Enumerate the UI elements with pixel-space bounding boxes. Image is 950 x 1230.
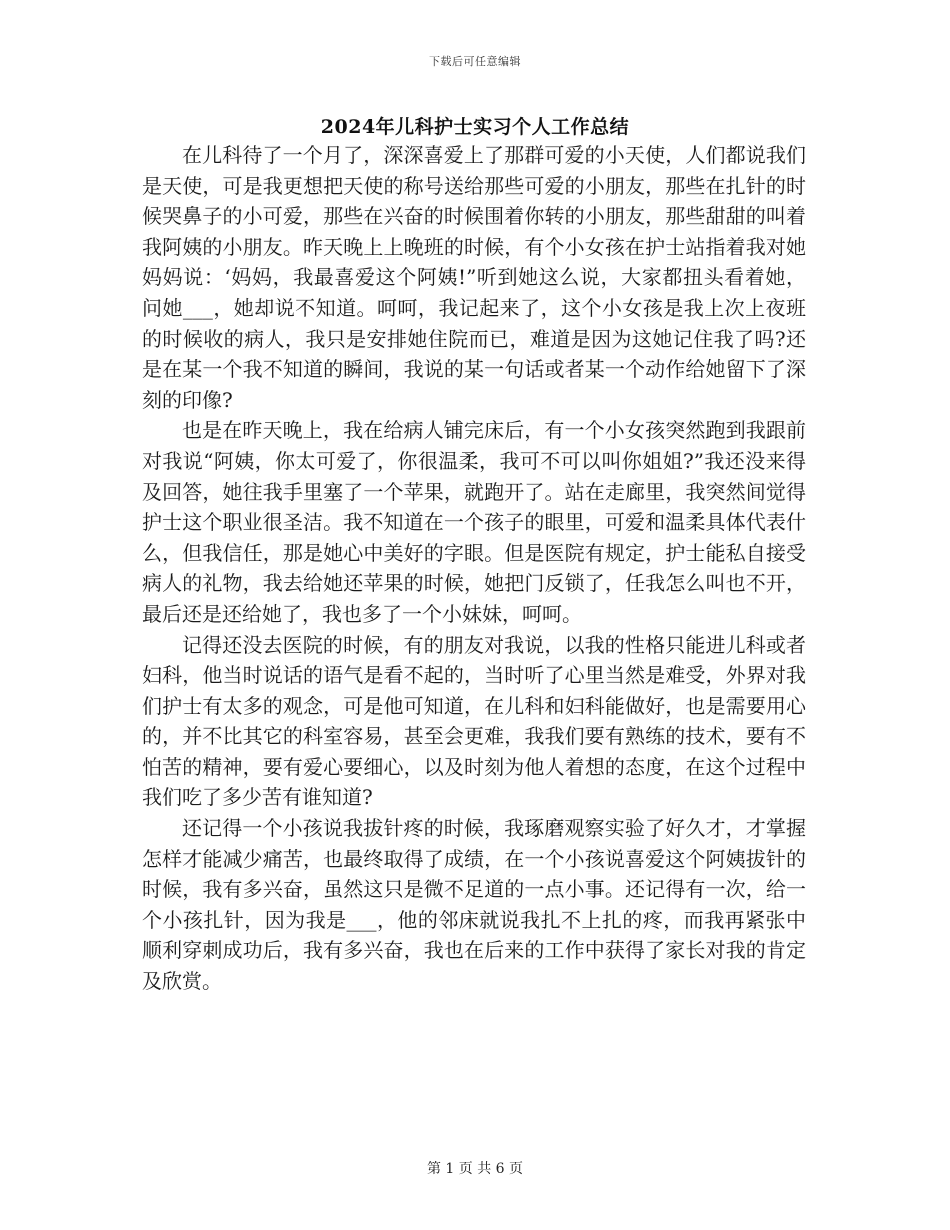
header-note: 下载后可任意编辑 <box>429 55 521 68</box>
document-body <box>142 140 806 997</box>
paragraph-1: 在儿科待了一个月了，深深喜爱上了那群可爱的小天使，人们都说我们是天使，可是我更想把天使的称号送给那些可爱的小朋友，那些在扎针的时候哭鼻子的小可爱，那些在兴奋的时候围着你转的小朋友，那些甜甜的叫着我阿姨的小朋友。昨天晚上上晚班的时候，有个小女孩在护士站指着我对她妈妈说：‘妈妈，我最喜爱这个阿姨!”听到她这么说，大家都扭头看着她，问她___，她却说不知道。呵呵，我记起来了，这个小女孩是我上次上夜班的时候收的病人，我只是安排她住院而已，难道是因为这她记住我了吗?还是在某一个我不知道的瞬间，我说的某一句话或者某一个动作给她留下了深刻的印像? <box>142 143 806 412</box>
page-footer: 第 1 页 共 6 页 <box>426 1161 524 1177</box>
paragraph-3: 记得还没去医院的时候，有的朋友对我说，以我的性格只能进儿科或者妇科，他当时说话的语气是看不起的，当时听了心里当然是难受，外界对我们护士有太多的观念，可是他可知道，在儿科和妇科能做好，也是需要用心的，并不比其它的科室容易，甚至会更难，我我们要有熟练的技术，要有不怕苦的精神，要有爱心要细心，以及时刻为他人着想的态度，在这个过程中我们吃了多少苦有谁知道? <box>142 632 806 810</box>
paragraph-4: 还记得一个小孩说我拔针疼的时候，我琢磨观察实验了好久才，才掌握怎样才能减少痛苦，也最终取得了成绩，在一个小孩说喜爱这个阿姨拔针的时候，我有多兴奋，虽然这只是微不足道的一点小事。还记得有一次，给一个小孩扎针，因为我是___，他的邻床就说我扎不上扎的疼，而我再紧张中顺利穿刺成功后，我有多兴奋，我也在后来的工作中获得了家长对我的肯定及欣赏。 <box>142 816 806 994</box>
paragraph-2: 也是在昨天晚上，我在给病人铺完床后，有一个小女孩突然跑到我跟前对我说“阿姨，你太可爱了，你很温柔，我可不可以叫你姐姐?”我还没来得及回答，她往我手里塞了一个苹果，就跑开了。站在走廊里，我突然间觉得护士这个职业很圣洁。我不知道在一个孩子的眼里，可爱和温柔具体代表什么，但我信任，那是她心中美好的字眼。但是医院有规定，护士能私自接受病人的礼物，我去给她还苹果的时候，她把门反锁了，任我怎么叫也不开，最后还是还给她了，我也多了一个小妹妹，呵呵。 <box>142 418 806 626</box>
document-title: 2024年儿科护士实习个人工作总结 <box>320 116 630 138</box>
